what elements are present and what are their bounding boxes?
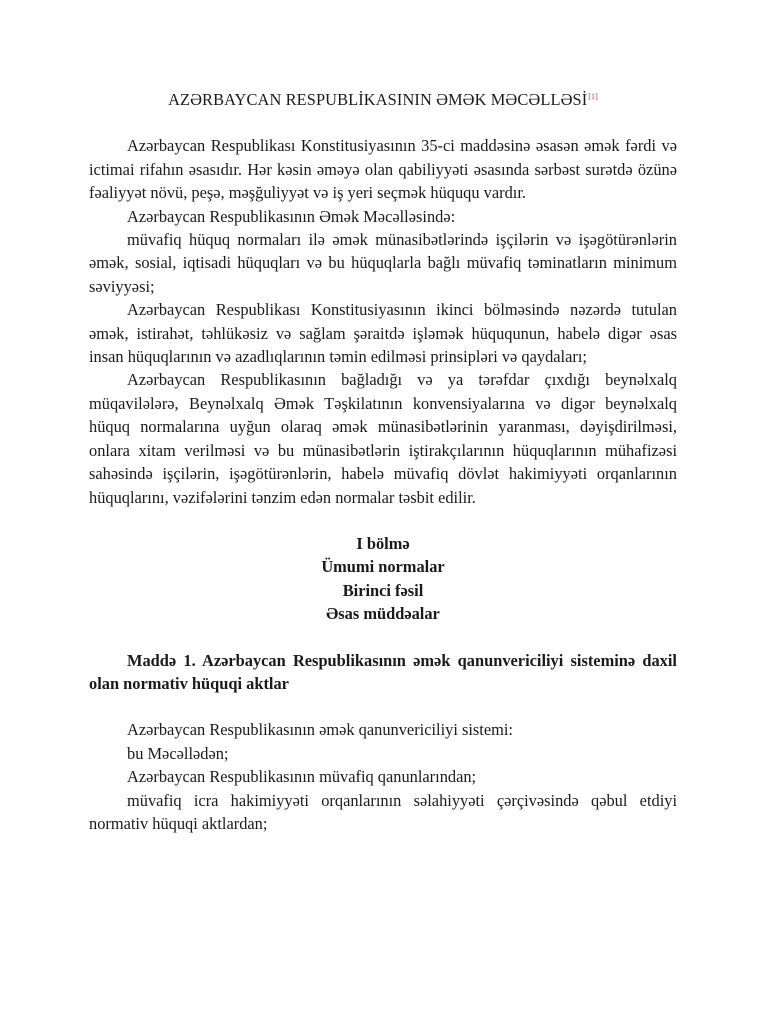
section-heading-block bbox=[89, 532, 677, 626]
document-title bbox=[89, 88, 677, 111]
intro-paragraph: müvafiq hüquq normaları ilə əmək münasibətlərində işçilərin və işəgötürənlərin əmək, sosial, iqtisadi hüquqları və bu hüquqlarla bağlı müvafiq təminatların minimum səviyyəsi; bbox=[89, 230, 677, 296]
article-heading: Maddə 1. Azərbaycan Respublikasının əmək qanunvericiliyi sisteminə daxil olan normativ hüquqi aktlar bbox=[89, 650, 677, 693]
document-page bbox=[89, 88, 677, 835]
article-paragraph: Azərbaycan Respublikasının əmək qanunvericiliyi sistemi: bbox=[127, 720, 513, 740]
article-paragraph: müvafiq icra hakimiyyəti orqanlarının səlahiyyəti çərçivəsində qəbul etdiyi normativ hüquqi aktlardan; bbox=[89, 790, 677, 833]
chapter-title: Əsas müddəalar bbox=[326, 604, 440, 624]
part-title: Ümumi normalar bbox=[321, 557, 445, 577]
intro-block bbox=[89, 134, 677, 509]
intro-paragraph: Azərbaycan Respublikası Konstitusiyasının ikinci bölməsində nəzərdə tutulan əmək, istirahət, təhlükəsiz və sağlam şəraitdə işləmək hüququnun, habelə digər əsas insan hüquqlarının və azadlıqlarının təmin edilməsi prinsipləri və qaydaları; bbox=[89, 300, 677, 367]
intro-paragraph: Azərbaycan Respublikasının bağladığı və ya tərəfdar çıxdığı beynəlxalq müqavilələrə, Beynəlxalq Əmək Təşkilatının konvensiyalarına və digər beynəlxalq hüquq normalarına uyğun olaraq əmək münasibətlərinin yaranması, dəyişdirilməsi, onlara xitam verilməsi və bu münasibətlərin iştirakçılarının hüquqlarının mühafizəsi sahəsində işçilərin, işəgötürənlərin, habelə müvafiq dövlət hakimiyyəti orqanlarının hüquqlarını, vəzifələrini tənzim edən normalar təsbit edilir. bbox=[89, 370, 677, 507]
document-title-text: AZƏRBAYCAN RESPUBLİKASININ ƏMƏK MƏCƏLLƏSİ bbox=[168, 90, 588, 109]
part-number: I bölmə bbox=[356, 533, 410, 553]
article-paragraph: Azərbaycan Respublikasının müvafiq qanunlarından; bbox=[127, 767, 477, 787]
intro-paragraph: Azərbaycan Respublikası Konstitusiyasının 35-ci maddəsinə əsasən əmək fərdi və ictimai rifahın əsasıdır. Hər kəsin əməyə olan qabiliyyəti əsasında sərbəst surətdə özünə fəaliyyət növü, peşə, məşğuliyyət və iş yeri seçmək hüququ vardır. bbox=[89, 136, 677, 203]
title-footnote-link[interactable]: [1] bbox=[588, 91, 598, 101]
article-paragraph: bu Məcəllədən; bbox=[127, 743, 229, 763]
intro-paragraph: Azərbaycan Respublikasının Əmək Məcəlləsində: bbox=[127, 206, 456, 226]
chapter-number: Birinci fəsil bbox=[342, 580, 424, 600]
article-body bbox=[89, 718, 677, 835]
